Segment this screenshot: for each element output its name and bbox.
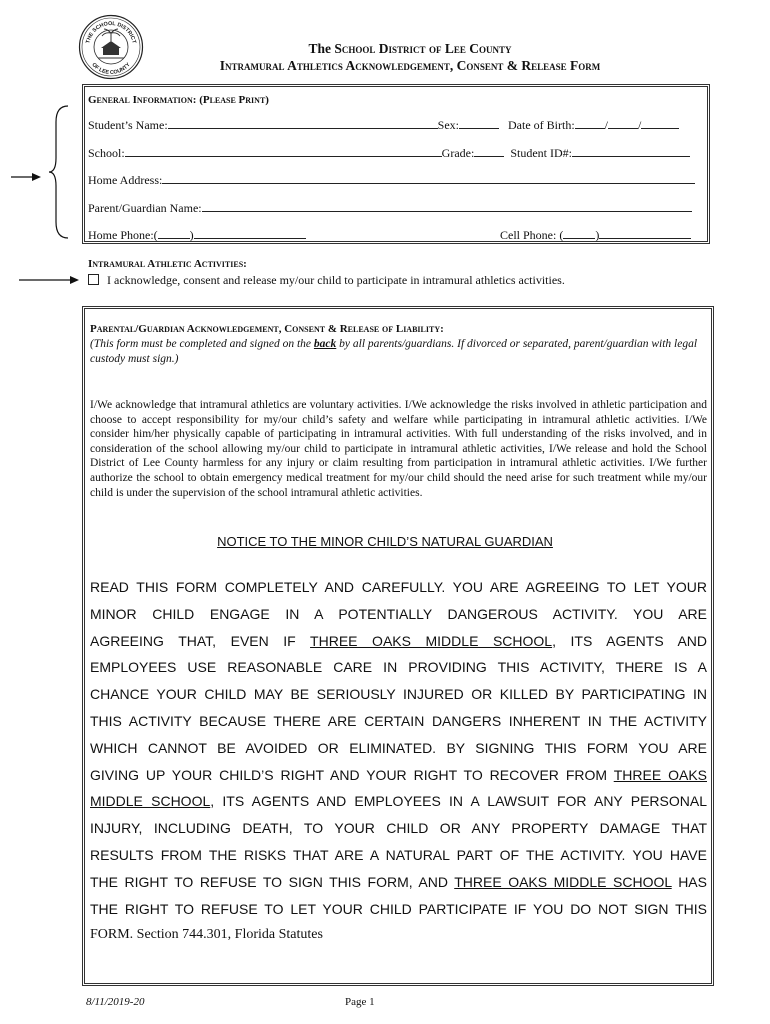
consent-instructions: (This form must be completed and signed on the back by all parents/guardians. If divorced or separated, parent/guardian with legal custody must sign.) (90, 338, 698, 365)
form-title: Intramural Athletics Acknowledgement, Consent & Release Form (219, 58, 601, 73)
home-phone-area-field[interactable] (158, 227, 190, 239)
home-phone-field[interactable] (194, 227, 306, 239)
dob-day-field[interactable] (608, 117, 638, 129)
consent-heading: Parental/Guardian Acknowledgement, Consent & Release of Liability: (90, 323, 444, 335)
home-address-row: Home Address: (88, 172, 695, 188)
student-id-field[interactable] (572, 145, 690, 157)
cell-phone-field[interactable] (599, 227, 691, 239)
notice-title: NOTICE TO THE MINOR CHILD’S NATURAL GUARDIAN (217, 534, 553, 549)
sex-field[interactable] (459, 117, 499, 129)
student-name-field[interactable] (168, 117, 438, 129)
svg-text:THE SCHOOL DISTRICT: THE SCHOOL DISTRICT (85, 20, 137, 45)
school-row: School: Grade: Student ID#: (88, 145, 690, 161)
home-address-field[interactable] (162, 172, 695, 184)
form-header (150, 40, 670, 74)
cell-phone-area-field[interactable] (563, 227, 595, 239)
svg-text:OF LEE COUNTY: OF LEE COUNTY (90, 61, 132, 77)
activities-heading: Intramural Athletic Activities: (88, 258, 247, 270)
home-phone-row: Home Phone:( ) (88, 227, 306, 243)
student-name-row: Student’s Name: Sex: Date of Birth: / / (88, 117, 679, 133)
consent-checkbox[interactable] (88, 274, 99, 285)
consent-checkbox-row: I acknowledge, consent and release my/our child to participate in intramural athletics activities. (88, 273, 565, 288)
parent-name-row: Parent/Guardian Name: (88, 200, 692, 216)
district-seal-icon (78, 14, 144, 80)
notice-text: READ THIS FORM COMPLETELY AND CAREFULLY. YOU ARE AGREEING TO LET YOUR MINOR CHILD ENGAGE IN A POTENTIALLY DANGEROUS ACTIVITY. YOU ARE AGREEING THAT, EVEN IF THREE OAKS MIDDLE SCHOOL, ITS AGENTS AND EMPLOYEES USE REASONABLE CARE IN PROVIDING THIS ACTIVITY, THERE IS A CHANCE YOUR CHILD MAY BE SERIOUSLY INJURED OR KILLED BY PARTICIPATING IN THIS ACTIVITY BECAUSE THERE ARE CERTAIN DANGERS INHERENT IN THE ACTIVITY WHICH CANNOT BE AVOIDED OR ELIMINATED. BY SIGNING THIS FORM YOU ARE GIVING UP YOUR CHILD’S RIGHT AND YOUR RIGHT TO RECOVER FROM THREE OAKS MIDDLE SCHOOL, ITS AGENTS AND EMPLOYEES IN A LAWSUIT FOR ANY PERSONAL INJURY, INCLUDING DEATH, TO YOUR CHILD OR ANY PROPERTY DAMAGE THAT RESULTS FROM THE RISKS THAT ARE A NATURAL PART OF THE ACTIVITY. YOU HAVE THE RIGHT TO REFUSE TO SIGN THIS FORM, AND THREE OAKS MIDDLE SCHOOL HAS THE RIGHT TO REFUSE TO LET YOUR CHILD PARTICIPATE IF YOU DO NOT SIGN THIS FORM. Section 744.301, Florida Statutes (90, 579, 708, 943)
page-number: Page 1 (345, 996, 375, 1008)
dob-year-field[interactable] (641, 117, 679, 129)
left-brace-icon (48, 104, 72, 240)
consent-body: I/We acknowledge that intramural athletics are voluntary activities. I/We acknowledge the risks involved in athletic participation and choose to accept responsibility for my/our child’s safety and welfare while participating in intramural athletic activities. I/We consider him/her physically capable of participating in intramural activities. With full understanding of the risks involved, and in consideration of the school allowing my/our child to participate in intramural athletic activities, I/We release and hold the School District of Lee County harmless for any injury or claim resulting from participation in intramural athletic activities. I/We further authorize the school to obtain emergency medical treatment for my/our child should the need arise for such treatment while my/our child is under the supervision of the school intramural athletic activities. (90, 399, 707, 499)
footer-date: 8/11/2019-20 (86, 996, 145, 1008)
parent-name-field[interactable] (202, 200, 692, 212)
arrow-right-icon (10, 171, 42, 183)
grade-field[interactable] (474, 145, 504, 157)
dob-month-field[interactable] (575, 117, 605, 129)
cell-phone-row: Cell Phone: ( ) (500, 227, 691, 243)
general-info-heading: General Information: (Please Print) (88, 94, 269, 106)
general-information-section (82, 84, 710, 244)
school-field[interactable] (125, 145, 442, 157)
district-title: The School District of Lee County (308, 41, 512, 56)
arrow-right-icon (18, 274, 80, 286)
